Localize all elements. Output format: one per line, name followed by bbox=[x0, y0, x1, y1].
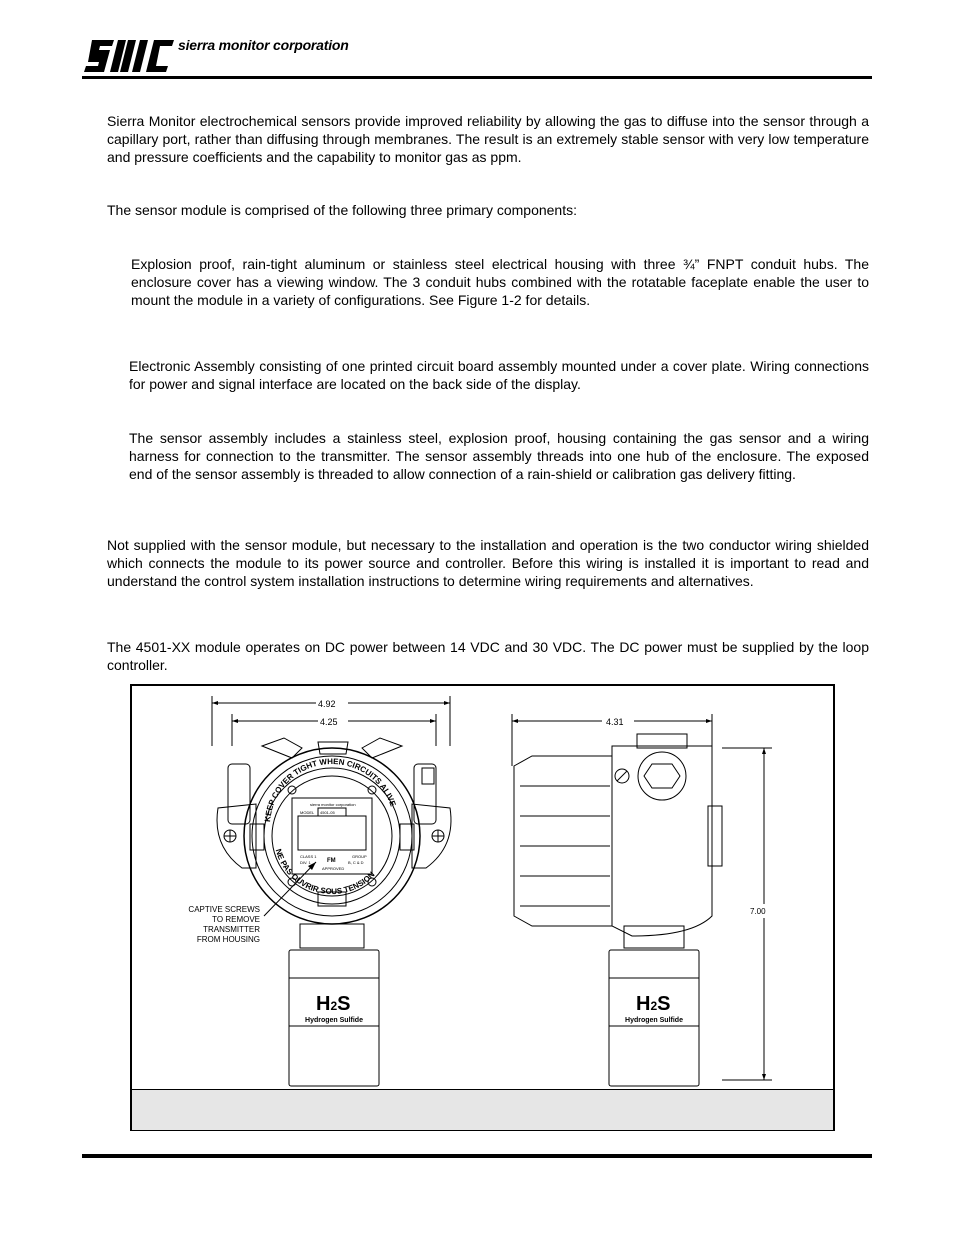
faceplate-div: DIV. 1 bbox=[300, 860, 311, 865]
faceplate-brand: sierra monitor corporation bbox=[310, 802, 356, 807]
module-drawing bbox=[132, 686, 833, 1089]
sensor-formula-front: H2S bbox=[316, 993, 351, 1015]
callout-line-4: FROM HOUSING bbox=[196, 935, 260, 944]
company-name: sierra monitor corporation bbox=[178, 37, 349, 53]
paragraph-sensor-assembly: The sensor assembly includes a stainless steel, explosion proof, housing containing the gas sensor and a wiring harness for connection to the transmitter. The sensor assembly threads into one hub of the enclosure. The exposed end of the sensor assembly is threaded to allow connection of a rain-shield or calibration gas delivery fitting. bbox=[129, 430, 869, 482]
faceplate-group-letters: B, C & D bbox=[348, 860, 364, 865]
paragraph-components-intro: The sensor module is comprised of the following three primary components: bbox=[107, 202, 577, 218]
sensor-name-side: Hydrogen Sulfide bbox=[625, 1017, 683, 1024]
paragraph-electronic-assembly: Electronic Assembly consisting of one printed circuit board assembly mounted under a cover plate. Wiring connections for power and signal interface are located on the back side of the display. bbox=[129, 358, 869, 392]
sensor-name-front: Hydrogen Sulfide bbox=[305, 1017, 363, 1024]
faceplate-class: CLASS 1 bbox=[300, 854, 317, 859]
sensor-formula-side: H2S bbox=[636, 993, 671, 1015]
callout-line-2: TO REMOVE bbox=[212, 915, 260, 924]
header-rule bbox=[82, 76, 872, 79]
paragraph-housing: Explosion proof, rain-tight aluminum or stainless steel electrical housing with three ¾” FNPT conduit hubs. The enclosure cover has a viewing window. The 3 conduit hubs combined with the rotatable faceplate enable the user to mount the module in a variety of configurations. See Figure 1-2 for details. bbox=[131, 256, 869, 308]
figure-caption-band bbox=[132, 1089, 833, 1130]
faceplate-model: 4501-05 bbox=[320, 810, 335, 815]
dim-width-total: 4.92 bbox=[318, 699, 336, 709]
paragraph-sensor-reliability: Sierra Monitor electrochemical sensors provide improved reliability by allowing the gas to diffuse into the sensor through a capillary port, rather than diffusing through membranes. The result is an extremely stable sensor with very low temperature and pressure coefficients and the capability to monitor gas as ppm. bbox=[107, 113, 869, 165]
ring-text-bottom: NE PAS OUVRIR SOUS TENSION bbox=[273, 847, 377, 897]
dim-depth: 4.31 bbox=[606, 717, 624, 727]
ring-text-top: KEEP COVER TIGHT WHEN CIRCUITS ALIVE bbox=[263, 756, 398, 823]
dim-height: 7.00 bbox=[750, 907, 766, 916]
callout-line-1: CAPTIVE SCREWS bbox=[188, 905, 260, 914]
dim-width-body: 4.25 bbox=[320, 717, 338, 727]
module-dimension-figure bbox=[130, 684, 835, 1131]
faceplate-fm-mark: FM bbox=[327, 858, 336, 864]
faceplate-model-label: MODEL bbox=[300, 810, 315, 815]
footer-rule bbox=[82, 1154, 872, 1158]
smc-logo bbox=[84, 38, 176, 74]
paragraph-power: The 4501-XX module operates on DC power between 14 VDC and 30 VDC. The DC power must be supplied by the loop controller. bbox=[107, 639, 869, 673]
faceplate-group: GROUP bbox=[352, 854, 367, 859]
callout-line-3: TRANSMITTER bbox=[203, 925, 260, 934]
paragraph-wiring: Not supplied with the sensor module, but necessary to the installation and operation is the two conductor wiring shielded which connects the module to its power source and controller. Before this wiring is installed it is important to read and understand the control system installation instructions to determine wiring requirements and alternatives. bbox=[107, 537, 869, 589]
faceplate-approved: APPROVED bbox=[322, 866, 345, 871]
